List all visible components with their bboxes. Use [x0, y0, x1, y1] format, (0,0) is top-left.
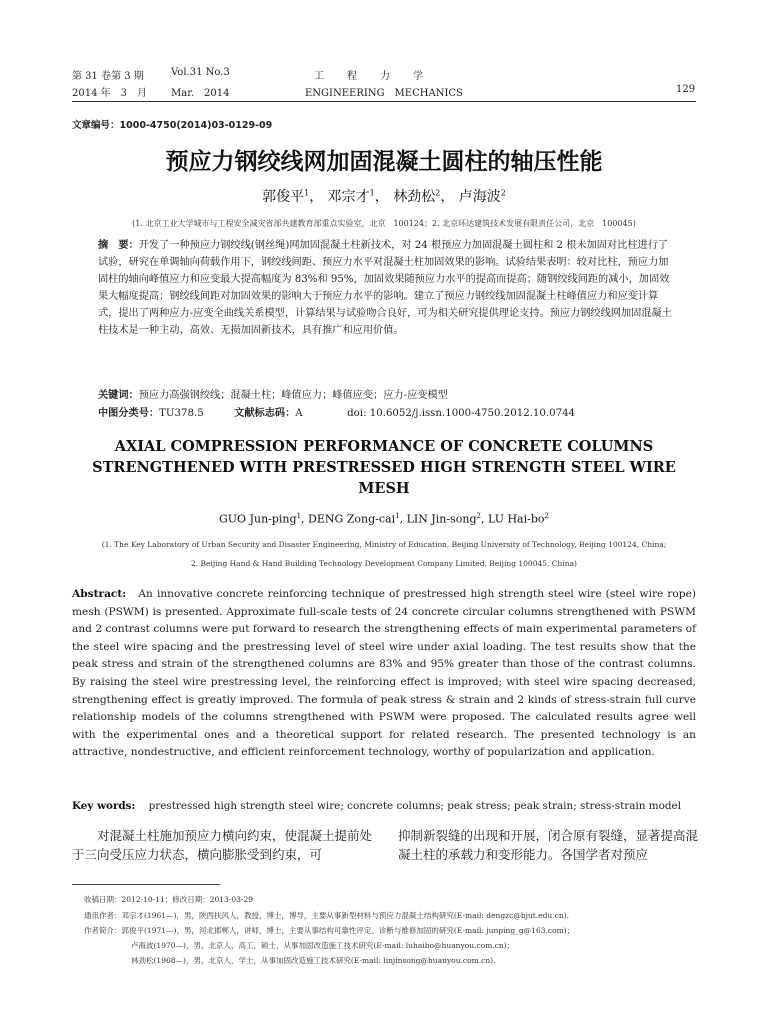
header-journal-zh: 工 程 力 学 — [314, 71, 424, 82]
author-zh-2: 邓宗才 — [327, 189, 370, 205]
title-en: AXIAL COMPRESSION PERFORMANCE OF CONCRETE COLUMNS STRENGTHENED WITH PRESTRESSED HIGH STRENGTH STEEL WIRE MESH — [92, 438, 676, 497]
header-page-number: 129 — [676, 84, 696, 95]
authors-en: GUO Jun-ping$^1$, DENG Zong-cai$^1$, LIN Jin-song$^2$, LU Hai-$bo^2$ — [219, 512, 549, 526]
abstract-en — [72, 586, 696, 762]
affiliation-en-1: (1. The Key Laboratory of Urban Security and Disaster Engineering, Ministry of Education, Beijing University of Technology, Beijing 100124, China; — [101, 540, 667, 549]
author-zh-1: 郭俊平 — [262, 189, 305, 205]
header-rule — [72, 101, 696, 102]
footnote-author-2: 卢海波(1970—)，男，北京人，高工，硕士，从事加固改造施工技术研究(E-mail: luhaibo@huanyou.com.cn)； — [131, 941, 515, 950]
header-journal-en: ENGINEERING MECHANICS — [305, 88, 463, 99]
keywords-en — [72, 800, 712, 812]
author-zh-1-aff: 1 — [304, 188, 310, 198]
author-en-2-aff: 1 — [395, 512, 400, 520]
doc-code-value: A — [295, 408, 303, 419]
author-en-3-aff: 2 — [476, 512, 481, 520]
author-en-1-aff: 1 — [296, 512, 302, 520]
keywords-en-label: Key words: — [72, 800, 136, 812]
footnote-author-3: 林劲松(1968—)，男，北京人，学士，从事加固改造施工技术研究(E-mail: linjinsong@huanyou.com.cn). — [131, 956, 496, 965]
abstract-zh-text: 开发了一种预应力钢绞线(钢丝绳)网加固混凝土柱新技术，对 24 根预应力加固混凝土圆柱和 2 根未加固对比柱进行了试验，研究在单调轴向荷载作用下，钢绞线间距、预应力水平对混凝土柱加固效果的影响。试验结果表明：较对比柱，预应力加固柱的轴向峰值应力和应变最大提高幅度为 83%和 95%，加固效果随预应力水平的提高而提高；随钢绞线间距的减小，加固效果大幅度提高；钢绞线间距对加固效果的影响大于预应力水平的影响。建立了预应力钢绞线加固混凝土柱峰值应力和应变计算式，提出了两种应力-应变全曲线关系模型，计算结果与试验吻合良好，可为相关研究提供理论支持。预应力钢绞线网加固混凝土柱技术是一种主动、高效、无损加固新技术，具有推广和应用价值。 — [98, 240, 672, 336]
author-zh-3: 林劲松 — [393, 189, 436, 205]
footnote-received: 收稿日期：2012-10-11；修改日期：2013-03-29 — [84, 895, 253, 904]
doc-code-label: 文献标志码： — [234, 408, 296, 419]
keywords-zh — [98, 387, 674, 404]
header-volume-en: Vol.31 No.3 — [171, 67, 230, 78]
keywords-zh-text: 预应力高强钢绞线；混凝土柱；峰值应力；峰值应变；应力-应变模型 — [138, 390, 448, 401]
author-en-4-aff: 2 — [544, 512, 549, 520]
authors-zh: 郭俊平$^1$， 邓宗才$^1$， 林劲松$^2$， 卢海波$^2$ — [262, 188, 506, 205]
body-column-left: 对混凝土柱施加预应力横向约束，使混凝土提前处于三向受压应力状态，横向膨胀受到约束，可 — [72, 828, 373, 862]
doi: doi: 10.6052/j.issn.1000-4750.2012.10.0744 — [347, 408, 576, 419]
abstract-en-label: Abstract: — [72, 588, 127, 600]
abstract-zh — [98, 237, 674, 339]
affiliation-zh: (1. 北京工业大学城市与工程安全减灾省部共建教育部重点实验室，北京 100124；2. 北京环达建筑技术发展有限责任公司，北京 100045) — [132, 219, 636, 228]
header-date-zh: 2014 年 3 月 — [72, 88, 147, 99]
keywords-zh-label: 关键词： — [98, 390, 139, 401]
author-zh-3-aff: 2 — [435, 188, 441, 198]
keywords-en-text: prestressed high strength steel wire; concrete columns; peak stress; peak strain; stress-strain model — [148, 800, 682, 812]
author-zh-4: 卢海波 — [458, 189, 501, 205]
body-column-right: 抑制新裂缝的出现和开展，闭合原有裂缝，显著提高混凝土柱的承载力和变形能力。各国学者对预应 — [398, 828, 699, 862]
article-number: 文章编号：1000-4750(2014)03-0129-09 — [72, 120, 273, 131]
header-date-en: Mar. 2014 — [171, 88, 230, 99]
author-en-4: LU Hai-bo — [487, 512, 545, 526]
title-zh: 预应力钢绞线网加固混凝土圆柱的轴压性能 — [165, 149, 603, 175]
author-zh-4-aff: 2 — [500, 188, 506, 198]
clc-label: 中图分类号： — [98, 408, 160, 419]
abstract-zh-label: 摘 要： — [98, 240, 139, 251]
clc-value: TU378.5 — [159, 408, 204, 419]
header-volume-zh: 第 31 卷第 3 期 — [72, 71, 144, 82]
footnote-rule — [72, 884, 220, 885]
author-zh-2-aff: 1 — [369, 188, 375, 198]
abstract-en-text: An innovative concrete reinforcing technique of prestressed high strength steel wire (steel wire rope) mesh (PSWM) is presented. Approximate full-scale tests of 24 concrete circular columns strengthened with PSWM and 2 contrast columns were put forward to research the strengthening effects of main experimental parameters of the steel wire spacing and the prestressing level of steel wire under axial loading. The test results show that the peak stress and strain of the strengthened columns are 83% and 95% greater than those of the contrast columns. By raising the steel wire prestressing level, the reinforcing effect is improved; with steel wire spacing decreased, strengthening effect is greatly improved. The formula of peak stress & strain and 2 kinds of stress-strain full curve relationship models of the columns strengthened with PSWM were proposed. The calculated results agree well with the experimental ones and a theoretical support for related research. The presented technology is an attractive, nondestructive, and efficient reinforcement technology, worthy of popularization and application. — [72, 588, 696, 759]
footnote-author-1: 作者简介：郭俊平(1971—)，男，河北邯郸人，讲师，博士，主要从事结构可靠性评定、诊断与维修加固的研究(E-mail: junping_g@163.com)； — [84, 926, 575, 935]
footnote-corresponding: 通讯作者：邓宗才(1961—)，男，陕西扶风人，教授，博士，博导，主要从事新型材料与预应力混凝土结构研究(E-mail: dengzc@bjut.edu.cn). — [84, 911, 569, 920]
affiliation-en-2: 2. Beijing Hand & Hand Building Technology Development Company Limited, Beijing 100045, China) — [191, 559, 577, 568]
classification-line — [98, 405, 674, 422]
author-en-1: GUO Jun-ping — [219, 512, 297, 526]
author-en-3: LIN Jin-song — [406, 512, 477, 526]
author-en-2: DENG Zong-cai — [308, 512, 396, 526]
